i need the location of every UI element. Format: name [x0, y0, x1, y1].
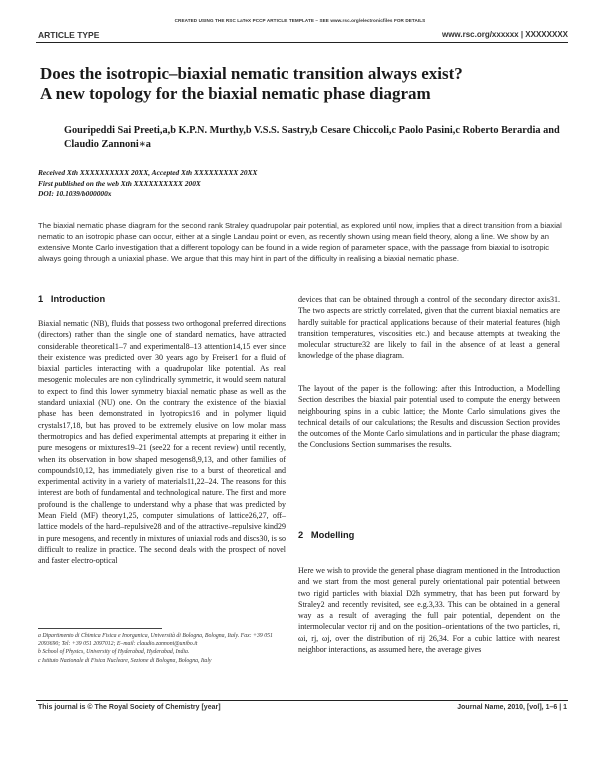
journal-page-footer: Journal Name, 2010, [vol], 1–6 | 1	[457, 704, 567, 711]
section-heading-modelling	[298, 530, 354, 540]
title-line-1: Does the isotropic–biaxial nematic transition always exist?	[40, 64, 463, 83]
title-line-2: A new topology for the biaxial nematic phase diagram	[40, 84, 431, 103]
section-title: Modelling	[310, 530, 355, 540]
section-number: 2	[298, 530, 304, 540]
footnote-a: a Dipartimento di Chimica Fisica e Inorganica, Università di Bologna, Bologna, Italy. Fax: +39 051 2093690; Tel: +39 051 2097012; E–mail: claudio.zannoni@unibo.it	[38, 633, 273, 648]
author-list: Gouripeddi Sai Preeti,a,b K.P.N. Murthy,b V.S.S. Sastry,b Cesare Chiccoli,c Paolo Pasini,c Roberto Berardia and Claudio Zannoni∗a	[64, 125, 560, 150]
modelling-text: Here we wish to provide the general phase diagram mentioned in the Introduction and we start from the most general purely orientational pair potential between two rigid particles with biaxial D2h symmetry, that has been put forward by Straley2 and recently revisited, see e.g.3,33. This can be obtained in a general way as a result of averaging the full pair potential, dependent on the intermolecular vector rij and on the position–orientations of the two particles, ri, ωi, rj, ωj, over the distribution of rij 26,34. For a cubic lattice with nearest neighbor interactions, as assumed here, the average gives	[298, 566, 560, 655]
footnote-c: c Istituto Nazionale di Fisica Nucleare, Sezione di Bologna, Bologna, Italy	[38, 657, 212, 664]
template-notice: CREATED USING THE RSC LaTeX PCCP ARTICLE TEMPLATE – SEE www.rsc.org/electronicfiles FOR DETAILS	[174, 18, 426, 23]
paper-title	[40, 64, 570, 104]
introduction-text: Biaxial nematic (NB), fluids that possess two orthogonal preferred directions (directors) rather than the single one of standard nematics, have attracted considerable theoretical1–7 and experimental8–13 attention14,15 ever since their existence was predicted over 30 years ago by Freiser1 for a fluid of biaxial particles interacting with a quadrupolar like potential. As real mesogenic molecules are non cylindrically symmetric, it would seem natural to expect to find this lower symmetry biaxial nematic phase as well as the standard uniaxial (NU) one. On the contrary the existence of the biaxial phase has been demonstrated in lyotropics16 and in polymer liquid crystals17,18, but has proved to be extremely elusive on low molar mass thermotropics and has defied experimental attempts at preparing it either in pure mesogens or mixtures19–21 (see22 for a recent review) until recently, when its observation in bow shaped mesogens8,9,13, and other families of compounds10,12, has immediately given rise to a burst of theoretical and experimental activity in a variety of materials11,22–24. The reasons for this interest are both of fundamental and technological nature. The first and more profound is the challenge to understand why a phase that was predicted by Mean Field (MF) theory1,25, computer simulations of lattice26,27, off–lattice models of the hard–repulsive28 and of the attractive–repulsive kind29 in pure mesogens, and recently in mixtures of uniaxial rods and discs30, is so difficult to realize in practice. The second deals with the prospect of novel and faster electro-optical	[38, 319, 286, 566]
journal-url[interactable]: www.rsc.org/xxxxxx | XXXXXXXX	[441, 30, 568, 39]
publication-dates	[38, 168, 257, 200]
section-title: Introduction	[50, 294, 106, 304]
header-rule	[36, 42, 568, 43]
article-type: ARTICLE TYPE	[38, 30, 100, 40]
paper-layout-paragraph: The layout of the paper is the following: after this Introduction, a Modelling Section describes the biaxial pair potential used to compute the energy between neighbouring spins in a cubic lattice; the Monte Carlo simulations gives the technical details of our calculations; the Results and discussion Section provides the outcomes of the Monte Carlo simulations and in particular the phase diagram; the Conclusions Section summarises the results.	[298, 384, 560, 450]
doi-line: DOI: 10.1039/b000000x	[38, 189, 112, 198]
introduction-text-continued: devices that can be obtained through a control of the secondary director axis31. The two aspects are strictly correlated, given that the current biaxial nematics are hardly suitable for practical applications because of their material features (high transition temperatures, viscosities etc.) and because attempts at tweaking the molecular structure32 are likely to fail in the absence of at least a general knowledge of the phase diagram.	[298, 295, 560, 361]
received-line: Received Xth XXXXXXXXXX 20XX, Accepted Xth XXXXXXXXX 20XX	[38, 168, 258, 177]
footer-rule	[36, 700, 568, 701]
footnote-b: b School of Physics, University of Hyderabad, Hyderabad, India.	[38, 649, 190, 656]
footnote-rule	[38, 628, 162, 629]
section-number: 1	[38, 294, 44, 304]
footnotes	[38, 632, 288, 665]
section-heading-introduction	[38, 294, 105, 304]
first-published-line: First published on the web Xth XXXXXXXXXX 200X	[38, 178, 201, 188]
abstract: The biaxial nematic phase diagram for the second rank Straley quadrupolar pair potential, as explored until now, implies that a direct transition from a biaxial nematic to an isotropic phase can occur, either at a single Landau point or even, as recently shown using mean field theory, along a line. We show by an extensive Monte Carlo investigation that a different topology can be found in a wide region of parameter space, with the passage from biaxial to isotropic always going through a uniaxial phase. We argue that this may hint in part of the difficulty in realising a biaxial nematic phase.	[38, 221, 562, 263]
copyright-footer: This journal is © The Royal Society of Chemistry [year]	[38, 704, 221, 711]
